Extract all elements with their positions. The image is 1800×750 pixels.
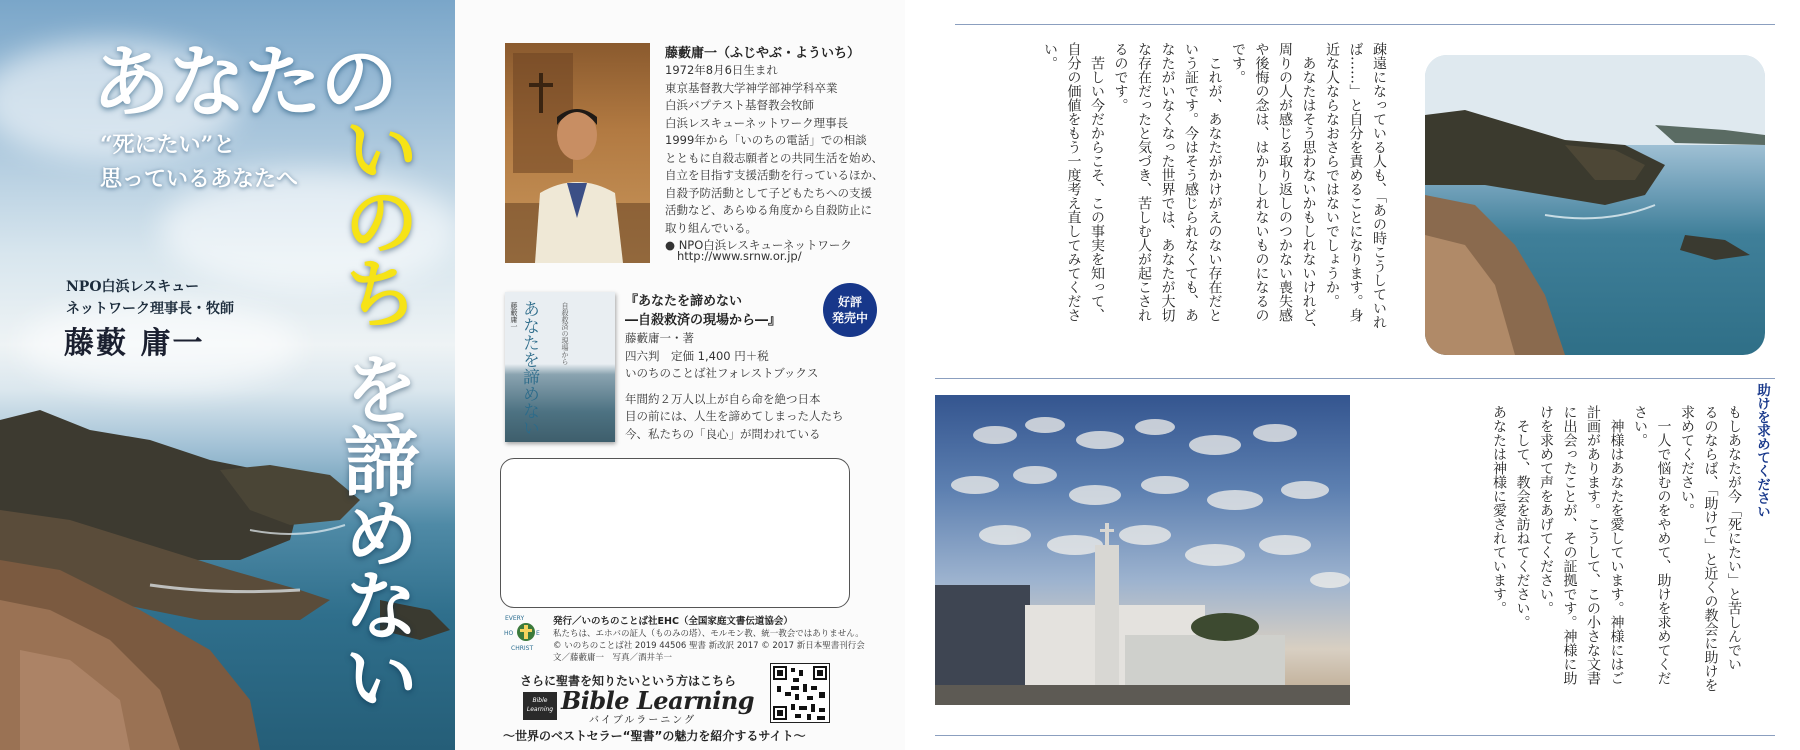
publisher-line: 私たちは、エホバの証人（ものみの塔）、モルモン教、統一教会ではありません。 xyxy=(553,629,864,639)
bio-line: 1972年8月6日生まれ xyxy=(665,63,778,77)
cover-panel xyxy=(0,0,455,750)
text-line: あなたは神様に愛されています。 xyxy=(1491,405,1507,615)
author-org-line: NPO白浜レスキュー xyxy=(66,279,200,295)
qr-code-icon[interactable] xyxy=(770,663,830,723)
text-line: 一人で悩むのをやめて、助けを求めてくだ xyxy=(1655,405,1672,685)
bio-line: 東京基督教大学神学部神学科卒業 xyxy=(665,80,838,95)
bio-line: 白浜レスキューネットワーク理事長 xyxy=(665,115,849,130)
text-line: るのです。 xyxy=(1112,42,1129,112)
publisher-line: 文／藤藪庸一 写真／酒井羊一 xyxy=(553,653,673,663)
text-line: い。 xyxy=(1042,42,1058,70)
text-line: や後悔の念は、はかりしれないものになるの xyxy=(1253,42,1270,322)
text-line: さい。 xyxy=(1632,405,1648,447)
text-line: 自分の価値をもう一度考え直してみてくださ xyxy=(1065,42,1082,322)
publisher-line: 発行／いのちのことば社EHC（全国家庭文書伝道協会） xyxy=(553,616,793,627)
text-line: な存在だったと気づき、苦しむ人が起こされ xyxy=(1136,42,1152,322)
church-sky-photo xyxy=(935,395,1350,705)
bio-line: ● NPO白浜レスキューネットワーク xyxy=(665,238,852,252)
book-price: 四六判 定価 1,400 円＋税 xyxy=(625,348,769,363)
coastal-cliff-photo xyxy=(1425,55,1765,355)
cover-title-vertical-yellow: いのち xyxy=(331,110,420,326)
bible-learning-kana: バイブルラーニング xyxy=(589,715,697,726)
bible-learning-logo-icon: Bible Learning xyxy=(523,692,557,720)
bio-line: 白浜バプテスト基督教会牧師 xyxy=(665,98,815,112)
text-line: ば……」と自分を責めることになります。身 xyxy=(1347,42,1364,322)
church-stamp-box xyxy=(500,458,850,608)
body-paragraph-2 xyxy=(1487,405,1746,705)
body-panel xyxy=(905,0,1800,750)
text-line: いう証です。今はそう感じられなくても、あ xyxy=(1183,42,1199,322)
cover-title-vertical-white: を諦めない xyxy=(331,350,420,710)
text-line: 計画があります。こうして、この小さな文書 xyxy=(1585,405,1601,685)
body-paragraph-1 xyxy=(1038,42,1391,372)
badge-line: 発売中 xyxy=(831,311,868,325)
author-organization xyxy=(66,276,234,320)
organization-url-link[interactable]: http://www.srnw.or.jp/ xyxy=(677,249,802,263)
badge-line: 好評 xyxy=(837,295,862,309)
svg-text:CHRIST: CHRIST xyxy=(511,645,534,652)
svg-text:E: E xyxy=(536,630,540,637)
author-bio-name: 藤藪庸一（ふじやぶ・よういち） xyxy=(665,46,861,61)
text-line: るのならば、「助けて」と近くの教会に助けを xyxy=(1702,405,1719,692)
text-line: 疎遠になっている人も、「あの時こうしていれ xyxy=(1371,42,1387,329)
bio-line: 1999年から「いのちの電話」での相談 xyxy=(665,133,867,147)
text-line: 求めてください。 xyxy=(1679,405,1695,517)
on-sale-badge xyxy=(823,283,877,337)
bio-line: とともに自殺志願者との共同生活を始め、 xyxy=(665,150,884,165)
info-panel xyxy=(455,0,905,750)
book-blurb-line: 年間約２万人以上が自ら命を絶つ日本 xyxy=(625,391,821,406)
text-line: に出会ったことが、その証拠です。神様に助 xyxy=(1561,405,1578,685)
book-blurb-line: 今、私たちの「良心」が問われている xyxy=(625,426,821,441)
bio-line: 自殺予防活動として子どもたちへの支援 xyxy=(665,185,872,200)
cover-title: あなたの xyxy=(92,37,397,128)
publisher-line: © いのちのことば社 2019 44506 聖書 新改訳 2017 © 2017 新日本聖書刊行会 xyxy=(553,641,865,651)
text-line: そして、教会を訪ねてください。 xyxy=(1514,405,1531,629)
bible-learning-link[interactable]: Bible Learning xyxy=(561,686,755,715)
publisher-info xyxy=(553,616,893,664)
bible-learning-tagline: ～世界のベストセラー“聖書”の魅力を紹介するサイト～ xyxy=(503,729,806,743)
cover-subtitle-line: 思っているあなたへ xyxy=(100,166,299,192)
book-author: 藤藪庸一・著 xyxy=(625,331,694,345)
book-title: ―自殺救済の現場から―』 xyxy=(625,313,782,328)
author-name: 藤藪 庸一 xyxy=(64,326,205,361)
text-line: 近な人ならなおさらではないでしょうか。 xyxy=(1324,42,1340,308)
bio-line: 取り組んでいる。 xyxy=(665,220,757,235)
svg-text:EVERY: EVERY xyxy=(505,615,525,622)
text-line: あなたはそう思わないかもしれないけれど、 xyxy=(1300,42,1317,336)
text-line: 苦しい今だからこそ、この事実を知って、 xyxy=(1089,42,1105,322)
book-cover-author: 藤藪庸一 xyxy=(510,302,518,330)
book-blurb-line: 目の前には、人生を諦めてしまった人たち xyxy=(625,409,844,423)
book-publisher: いのちのことば社フォレストブックス xyxy=(625,366,819,380)
book-cover-title: あなたを諦めない xyxy=(519,300,539,436)
text-line: です。 xyxy=(1230,42,1246,84)
book-cover-subtitle: 自殺救済の現場から xyxy=(561,302,569,365)
more-bible-lead: さらに聖書を知りたいという方はこちら xyxy=(520,674,737,688)
text-line: けを求めて声をあげてください。 xyxy=(1538,405,1554,615)
divider xyxy=(935,735,1775,736)
cover-subtitle xyxy=(100,128,298,196)
author-org-line: ネットワーク理事長・牧師 xyxy=(66,301,234,317)
book-title: 『あなたを諦めない xyxy=(625,294,743,309)
svg-text:HO: HO xyxy=(504,630,514,637)
every-home-for-christ-logo xyxy=(503,612,549,652)
divider xyxy=(935,378,1775,379)
bio-line: 自立を目指す支援活動を行っているほか、 xyxy=(665,168,884,182)
divider xyxy=(955,24,1775,25)
cover-subtitle-line: “死にたい”と xyxy=(100,132,236,158)
author-portrait xyxy=(505,43,650,263)
text-line: もしあなたが今「死にたい」と苦しんでい xyxy=(1726,405,1742,671)
bio-line: 活動など、あらゆる角度から自殺防止に xyxy=(665,203,872,217)
section-heading: 助けを求めてください xyxy=(1754,383,1770,518)
text-line: なたがいなくなった世界では、あなたが大切 xyxy=(1159,42,1176,322)
book-cover-image xyxy=(505,292,615,442)
text-line: これが、あなたがかけがえのない存在だと xyxy=(1206,42,1223,322)
text-line: 神様はあなたを愛しています。神様にはご xyxy=(1608,405,1625,685)
author-bio xyxy=(665,62,895,255)
text-line: 周りの人が感じる取り返しのつかない喪失感 xyxy=(1277,42,1293,322)
